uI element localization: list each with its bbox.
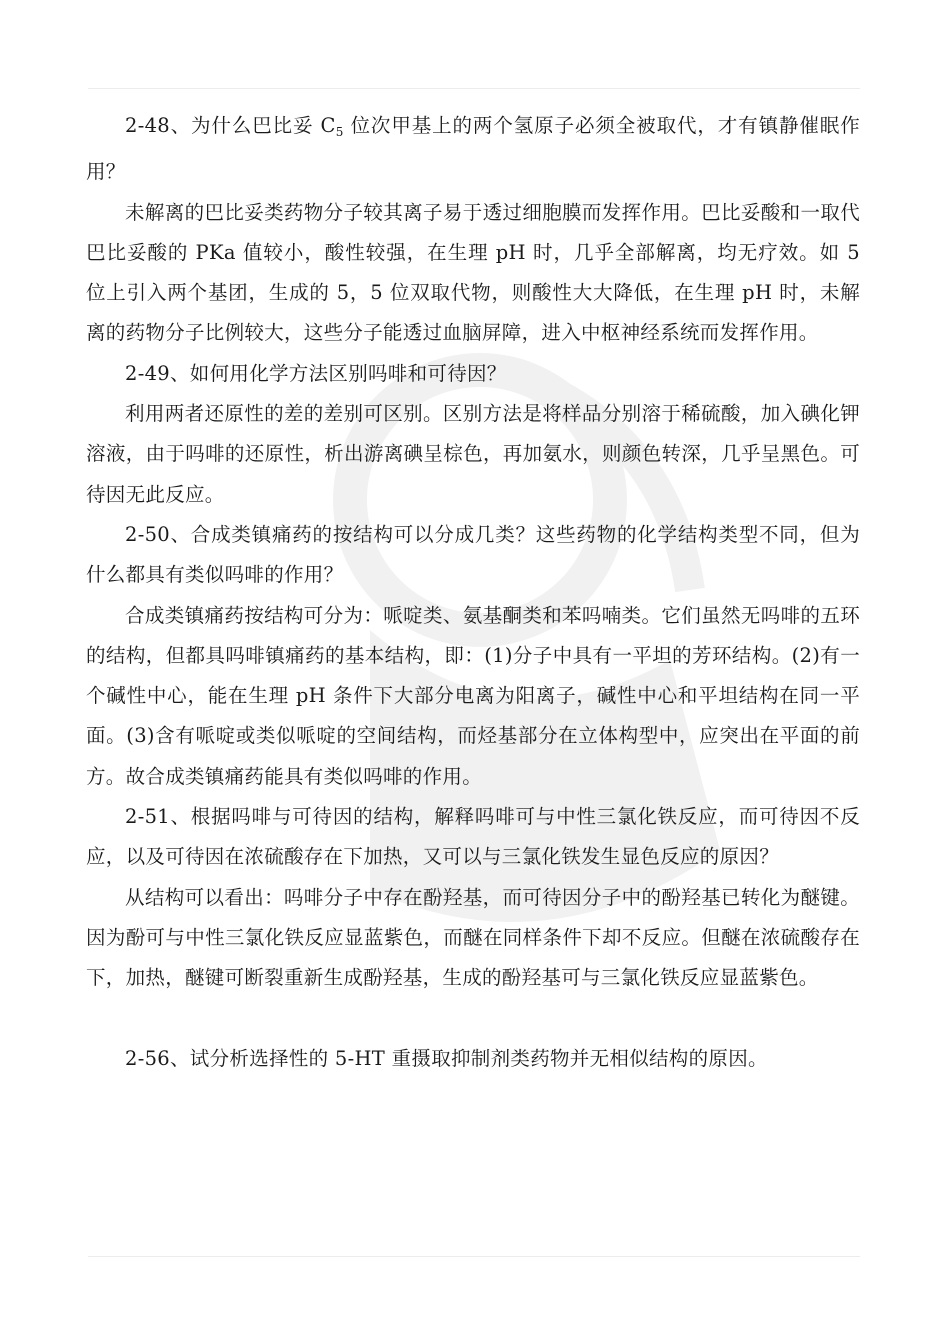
question-2-48-text-cont: 位次甲基上的两个氢原子必须全被取代，才有镇静催眠作用？	[86, 114, 861, 184]
subscript-5: 5	[335, 125, 344, 139]
answer-2-49: 利用两者还原性的差的差别可区别。区别方法是将样品分别溶于稀硫酸，加入碘化钾溶液，由于吗啡的还原性，析出游离碘呈棕色，再加氨水，则颜色转深，几乎呈黑色。可待因无此反应。	[86, 402, 860, 506]
question-2-56: 2-56、试分析选择性的 5-HT 重摄取抑制剂类药物并无相似结构的原因。	[125, 1046, 768, 1070]
answer-2-51: 从结构可以看出：吗啡分子中存在酚羟基，而可待因分子中的酚羟基已转化为醚键。因为酚可与中性三氯化铁反应显蓝紫色，而醚在同样条件下却不反应。但醚在浓硫酸存在下，加热，醚键可断裂重新生成酚羟基，生成的酚羟基可与三氯化铁反应显蓝紫色。	[86, 885, 860, 990]
question-2-48	[86, 106, 860, 193]
header-rule	[88, 88, 860, 89]
document-body	[86, 106, 860, 1079]
footer-rule	[88, 1256, 860, 1257]
question-2-50: 2-50、合成类镇痛药的按结构可以分成几类？这些药物的化学结构类型不同，但为什么都具有类似吗啡的作用？	[86, 522, 860, 587]
question-2-49: 2-49、如何用化学方法区别吗啡和可待因？	[125, 361, 507, 385]
question-2-51: 2-51、根据吗啡与可待因的结构，解释吗啡可与中性三氯化铁反应，而可待因不反应，以及可待因在浓硫酸存在下加热，又可以与三氯化铁发生显色反应的原因？	[86, 805, 860, 869]
blank-line	[86, 999, 860, 1039]
answer-2-48: 未解离的巴比妥类药物分子较其离子易于透过细胞膜而发挥作用。巴比妥酸和一取代巴比妥酸的 PKa 值较小，酸性较强，在生理 pH 时，几乎全部解离，均无疗效。如 5 位上引入两个基团，生成的 5，5 位双取代物，则酸性大大降低，在生理 pH 时，未解离的药物分子比例较大，这些分子能透过血脑屏障，进入中枢神经系统而发挥作用。	[86, 200, 860, 345]
question-2-48-text: 2-48、为什么巴比妥 C	[125, 114, 336, 137]
answer-2-50: 合成类镇痛药按结构可分为：哌啶类、氨基酮类和苯吗喃类。它们虽然无吗啡的五环的结构，但都具吗啡镇痛药的基本结构，即：(1)分子中具有一平坦的芳环结构。(2)有一个碱性中心，能在生理 pH 条件下大部分电离为阳离子，碱性中心和平坦结构在同一平面。(3)含有哌啶或类似哌啶的空间结构，而烃基部分在立体构型中，应突出在平面的前方。故合成类镇痛药能具有类似吗啡的作用。	[86, 603, 860, 788]
